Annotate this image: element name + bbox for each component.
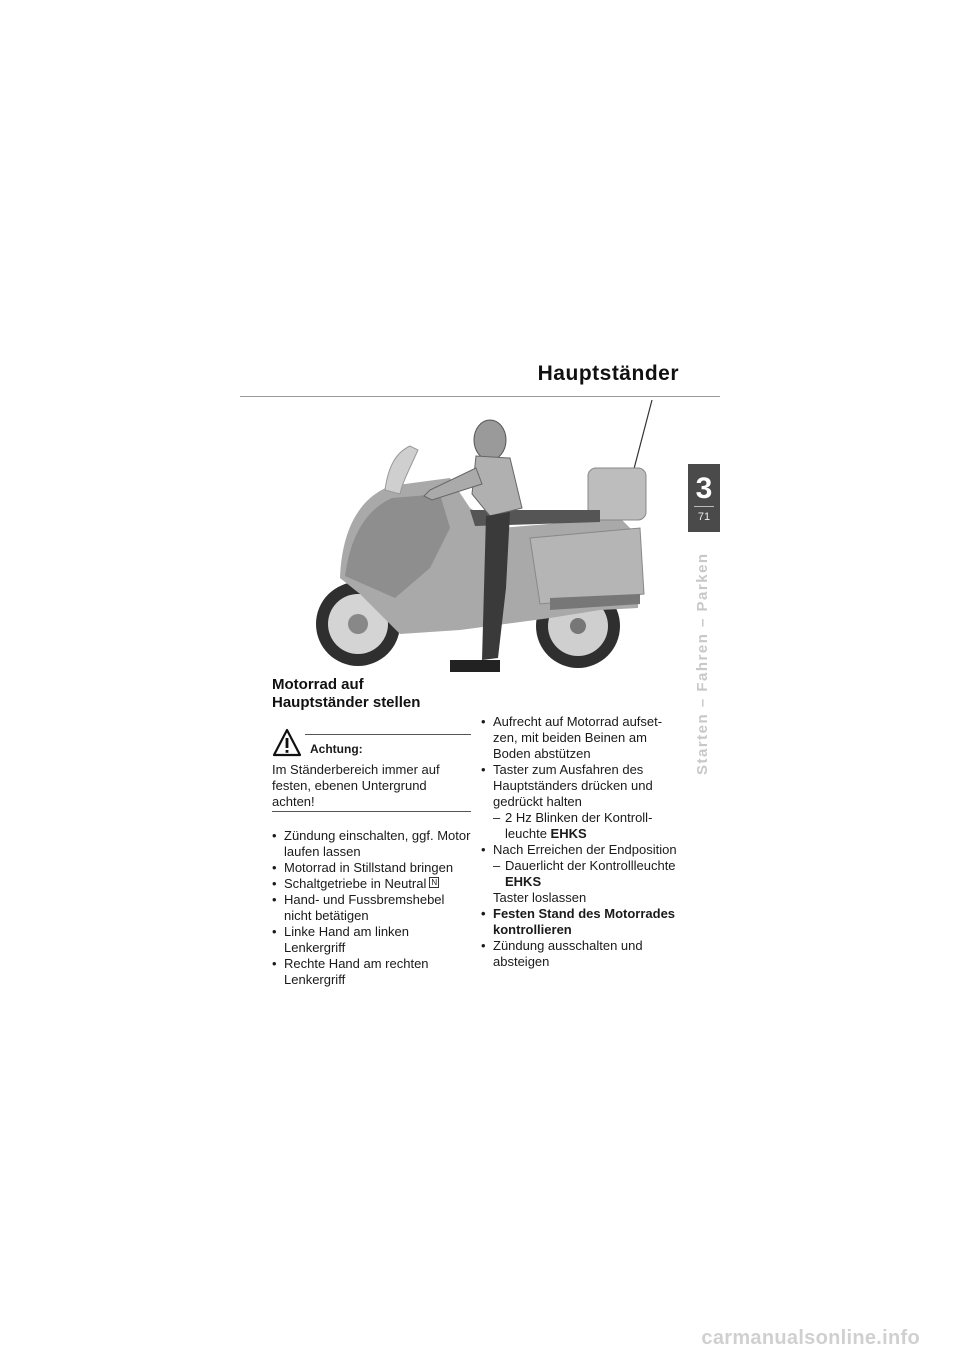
list-item: • Taster zum Ausfahren des Hauptständers drücken und gedrückt halten [481,762,681,810]
list-item: • Zündung ausschalten und absteigen [481,938,681,970]
list-subitem [481,810,681,842]
section-heading [272,676,482,712]
title-divider [240,396,720,397]
list-subitem [481,858,681,890]
chapter-tab [688,464,720,532]
section-heading-line1: Motorrad auf [272,676,364,693]
warning-label: Achtung: [310,742,363,756]
warning-header [272,728,363,760]
motorcycle-with-rider-illustration [300,398,660,680]
page-number: 71 [697,511,711,523]
chapter-side-label: Starten – Fahren – Parken [694,552,711,775]
list-item [272,876,472,892]
list-item: • Hand- und Fussbremshebel nicht betätigen [272,892,472,924]
procedure-list-left [272,828,472,988]
warning-top-rule [305,734,471,735]
warning-text: Im Ständerbereich immer auf festen, ebenen Untergrund achten! [272,762,440,809]
indicator-name: EHKS [505,874,542,889]
list-item-text: Schaltgetriebe in Neutral [284,876,427,891]
procedure-list-right [481,714,681,970]
chapter-tab-divider [694,506,714,507]
warning-bottom-rule [272,811,471,812]
list-subitem-text: 2 Hz Blinken der Kontrollleuchte [505,810,653,841]
indicator-name: EHKS [550,826,587,841]
list-item: • Nach Erreichen der Endposition [481,842,681,858]
list-item: • Zündung einschalten, ggf. Motor laufen lassen [272,828,472,860]
list-item: • Festen Stand des Motorrades kontrollieren [481,906,681,938]
list-subitem-text: Dauerlicht der Kontrollleuchte [505,858,676,873]
list-item: • Linke Hand am linken Lenkergriff [272,924,472,956]
page-title: Hauptständer [537,362,679,385]
list-item: • Aufrecht auf Motorrad aufsetzen, mit beiden Beinen am Boden abstützen [481,714,681,762]
chapter-number: 3 [695,472,713,505]
list-item: • Rechte Hand am rechten Lenkergriff [272,956,472,988]
watermark: carmanualsonline.info [701,1327,920,1349]
warning-triangle-icon [272,728,302,758]
neutral-gear-symbol: N [431,878,438,887]
list-item: • Motorrad in Stillstand bringen [272,860,472,876]
section-heading-line2: Hauptständer stellen [272,694,421,711]
list-plain-line: Taster loslassen [493,890,587,905]
